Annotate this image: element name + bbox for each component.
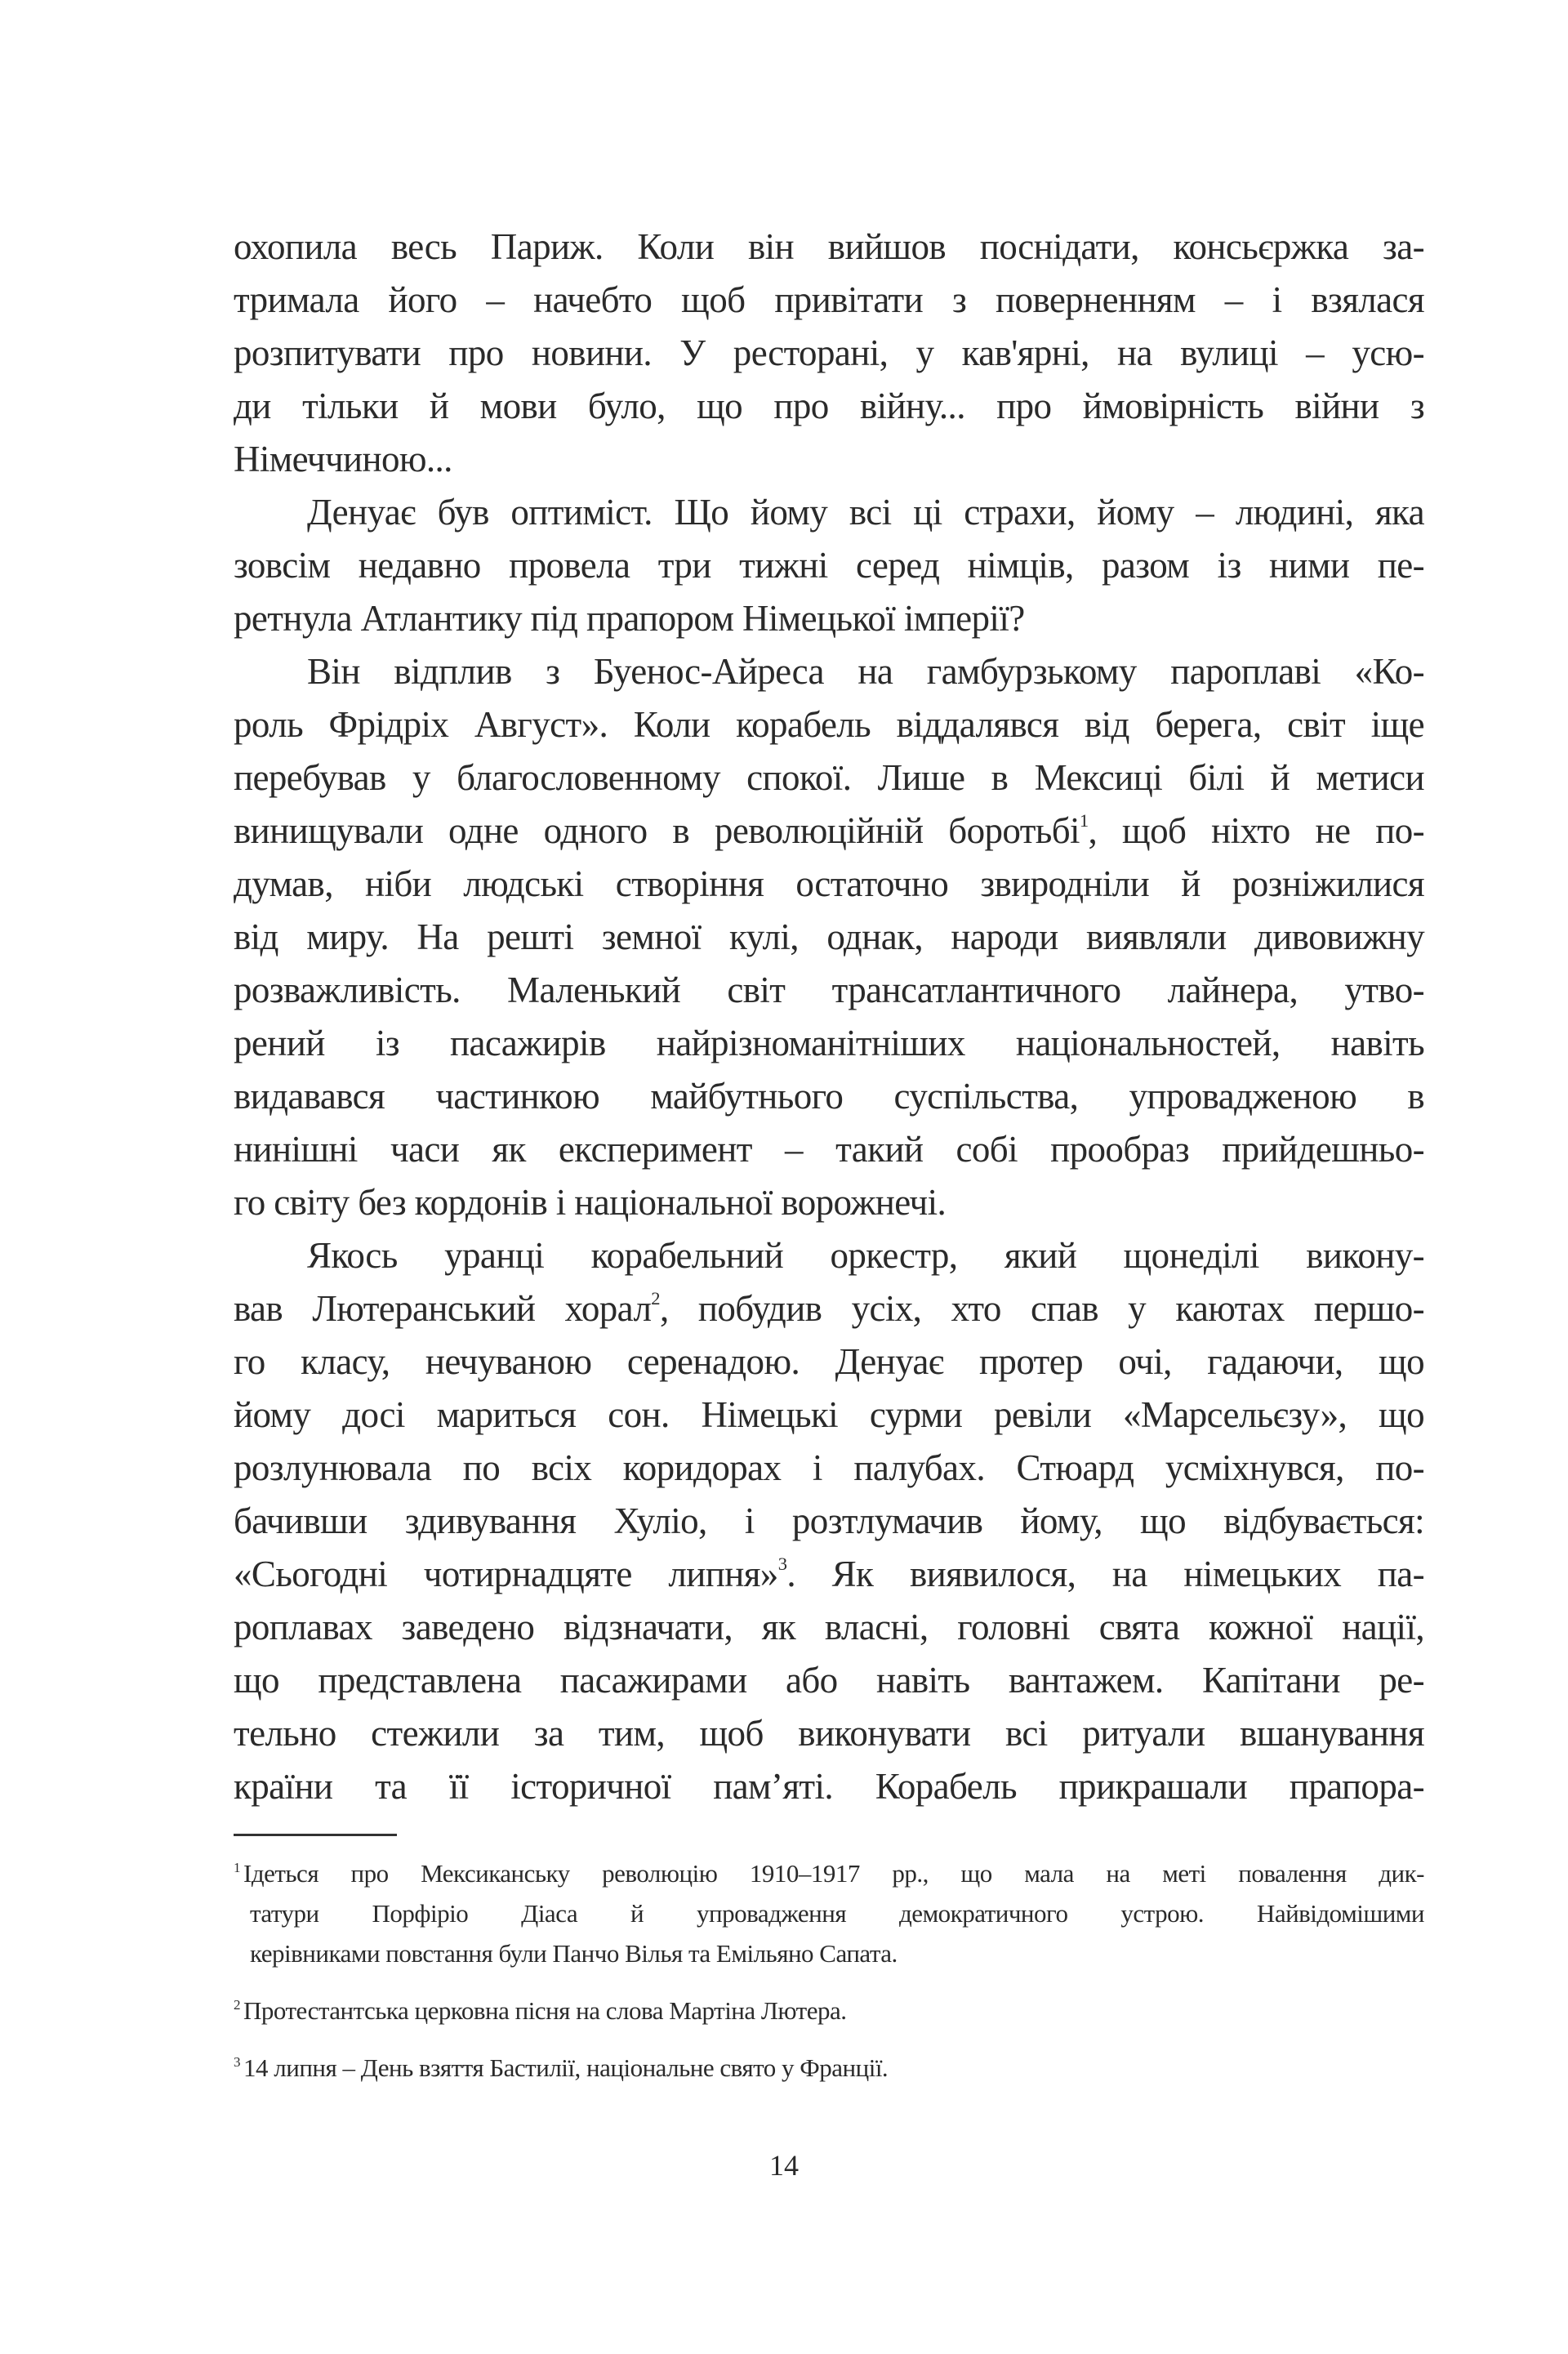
text-line-content: го класу, нечуваною серенадою. Денуає протер очі, гадаючи, що xyxy=(234,1341,1424,1382)
text-line xyxy=(234,1548,1424,1601)
text-line-content: роплавах заведено відзначати, як власні, головні свята кожної нації, xyxy=(234,1607,1424,1647)
text-line xyxy=(234,1707,1424,1760)
footnote-3 xyxy=(234,2042,1424,2088)
text-line-content: Німеччиною... xyxy=(234,439,452,479)
text-line xyxy=(234,1229,1424,1282)
text-line xyxy=(234,1654,1424,1707)
text-line xyxy=(234,592,1424,645)
text-line xyxy=(234,1282,1424,1335)
text-line xyxy=(234,1601,1424,1654)
text-line-content: ди тільки й мови було, що про війну... про ймовірність війни з xyxy=(234,386,1424,426)
text-line-content: го світу без кордонів і національної ворожнечі. xyxy=(234,1182,947,1223)
text-line xyxy=(234,1495,1424,1548)
footnote-number: 2 xyxy=(234,1996,241,2013)
text-line xyxy=(234,486,1424,539)
text-line xyxy=(234,1176,1424,1229)
text-line-content: , щоб ніхто не по- xyxy=(1088,810,1425,851)
footnote-reference[interactable]: 2 xyxy=(651,1287,660,1309)
text-line-content: перебував у благословенному спокої. Лише в Мексиці білі й метиси xyxy=(234,757,1424,798)
footnote-number: 1 xyxy=(234,1860,241,1875)
text-line-content: розважливість. Маленький світ трансатлантичного лайнера, утво- xyxy=(234,970,1424,1010)
footnote-text: 14 липня – День взяття Бастилії, національне свято у Франції. xyxy=(243,2053,889,2082)
footnote-line xyxy=(234,1893,1424,1933)
footnote-line xyxy=(234,1985,1424,2031)
footnote-divider xyxy=(234,1834,397,1836)
footnote-text: Протестантська церковна пісня на слова Мартіна Лютера. xyxy=(243,1995,847,2025)
footnote-line xyxy=(234,1933,1424,1973)
text-line-content: що представлена пасажирами або навіть вантажем. Капітани ре- xyxy=(234,1660,1424,1701)
text-line xyxy=(234,858,1424,911)
text-line-content: видавався частинкою майбутнього суспільства, упровадженою в xyxy=(234,1076,1424,1117)
text-line xyxy=(234,1442,1424,1495)
text-line xyxy=(234,433,1424,486)
text-line xyxy=(234,1335,1424,1389)
text-line-content: розлунювала по всіх коридорах і палубах. Стюард усміхнувся, по- xyxy=(234,1447,1424,1488)
text-line-content: Він відплив з Буенос-Айреса на гамбурзькому пароплаві «Ко- xyxy=(307,651,1424,692)
footnote-line xyxy=(234,2042,1424,2088)
footnote-2 xyxy=(234,1985,1424,2031)
footnote-text: керівниками повстання були Панчо Вілья та Емільяно Сапата. xyxy=(250,1938,898,1968)
footnote-reference[interactable]: 3 xyxy=(777,1553,787,1574)
text-line xyxy=(234,221,1424,274)
text-line xyxy=(234,380,1424,433)
text-line xyxy=(234,274,1424,327)
text-line-content: від миру. На решті земної кулі, однак, народи виявляли дивовижну xyxy=(234,916,1424,957)
text-line-content: винищували одне одного в революційній боротьбі xyxy=(234,810,1080,851)
footnotes xyxy=(234,1848,1424,2099)
text-line-content: тельно стежили за тим, щоб виконувати всі ритуали вшанування xyxy=(234,1713,1424,1754)
text-line xyxy=(234,645,1424,698)
text-line-content: Якось уранці корабельний оркестр, який щонеділі викону- xyxy=(307,1235,1424,1276)
text-line xyxy=(234,1760,1424,1813)
text-line xyxy=(234,539,1424,592)
footnote-text: Ідеться про Мексиканську революцію 1910–1917 рр., що мала на меті повалення дик- xyxy=(243,1858,1424,1888)
text-line xyxy=(234,327,1424,380)
text-line xyxy=(234,911,1424,964)
text-line-content: , побудив усіх, хто спав у каютах першо- xyxy=(659,1288,1424,1329)
text-line-content: тримала його – начебто щоб привітати з поверненням – і взялася xyxy=(234,279,1424,320)
text-line-content: вав Лютеранський хорал xyxy=(234,1288,652,1329)
text-line-content: бачивши здивування Хуліо, і розтлумачив йому, що відбувається: xyxy=(234,1500,1424,1541)
text-line-content: зовсім недавно провела три тижні серед німців, разом із ними пе- xyxy=(234,545,1424,586)
text-line-content: країни та її історичної пам’яті. Корабель прикрашали прапора- xyxy=(234,1766,1424,1807)
text-line xyxy=(234,805,1424,858)
text-line-content: Денуає був оптиміст. Що йому всі ці страхи, йому – людині, яка xyxy=(307,492,1424,533)
body-text xyxy=(234,221,1424,1813)
page-number: 14 xyxy=(769,2149,799,2182)
text-line xyxy=(234,1017,1424,1070)
text-line xyxy=(234,964,1424,1017)
footnote-text: татури Порфіріо Діаса й упровадження демократичного устрою. Найвідомішими xyxy=(250,1898,1424,1928)
text-line xyxy=(234,698,1424,751)
text-line-content: розпитувати про новини. У ресторані, у кав'ярні, на вулиці – усю- xyxy=(234,332,1424,373)
text-line-content: ретнула Атлантику під прапором Німецької імперії? xyxy=(234,598,1025,639)
footnote-number: 3 xyxy=(234,2053,241,2070)
text-line xyxy=(234,751,1424,805)
text-line xyxy=(234,1070,1424,1123)
text-line-content: думав, ніби людські створіння остаточно звиродніли й розніжилися xyxy=(234,863,1424,904)
text-line xyxy=(234,1123,1424,1176)
text-line-content: роль Фрідріх Август». Коли корабель віддалявся від берега, світ іще xyxy=(234,704,1424,745)
footnote-reference[interactable]: 1 xyxy=(1079,809,1089,831)
text-line-content: йому досі мариться сон. Німецькі сурми ревіли «Марсельєзу», що xyxy=(234,1394,1424,1435)
footnote-line xyxy=(234,1848,1424,1893)
text-line-content: «Сьогодні чотирнадцяте липня» xyxy=(234,1554,778,1594)
footnote-1 xyxy=(234,1848,1424,1973)
text-line-content: охопила весь Париж. Коли він вийшов поснідати, консьєржка за- xyxy=(234,226,1424,267)
text-line-content: рений із пасажирів найрізноманітніших національностей, навіть xyxy=(234,1023,1424,1063)
text-line-content: нинішні часи як експеримент – такий собі прообраз прийдешньо- xyxy=(234,1129,1424,1170)
text-line-content: . Як виявилося, на німецьких па- xyxy=(786,1554,1424,1594)
text-line xyxy=(234,1389,1424,1442)
